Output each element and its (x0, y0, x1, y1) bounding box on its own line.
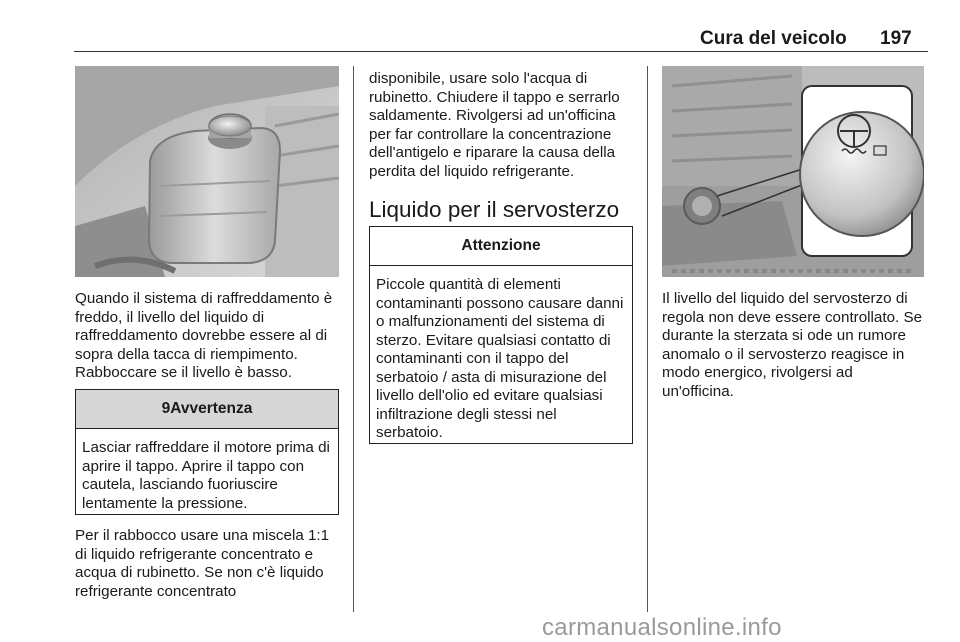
caution-text: Piccole quantità di elementi contaminanti possono causare danni o malfunzionamenti del sistema di sterzo. Evitare qualsiasi contatto di contaminanti con il tappo del serbatoio / asta di misurazione del livello dell'olio ed evitare qualsiasi infiltrazione degli stessi nel serbatoio. (376, 276, 624, 441)
coolant-refill-text (75, 527, 343, 601)
caution-box-header: Attenzione (370, 227, 632, 266)
warning-text: Lasciar raffreddare il motore prima di aprire il tappo. Aprire il tappo con cautela, lasciando fuoriuscire lentamente la pressione. (82, 439, 330, 512)
power-steering-text (662, 290, 928, 401)
watermark: carmanualsonline.info (542, 614, 782, 641)
section-heading-power-steering: Liquido per il servosterzo (369, 197, 620, 222)
coolant-continuation-paragraph: disponibile, usare solo l'acqua di rubinetto. Chiudere il tappo e serrarlo saldamente. Rivolgersi ad un'officina per far controllare la concentrazione dell'antigelo e riparare la causa della perdita del liquido refrigerante. (369, 70, 620, 180)
coolant-continuation-text (369, 70, 633, 181)
power-steering-reservoir-illustration (662, 66, 924, 277)
warning-icon: 9 (161, 400, 171, 417)
page-number: 197 (880, 28, 912, 49)
warning-box (75, 389, 339, 515)
power-steering-paragraph: Il livello del liquido del servosterzo di regola non deve essere controllato. Se durante la sterzata si ode un rumore anomalo o il servosterzo reagisce in modo energico, rivolgersi ad un'officina. (662, 290, 923, 400)
column-divider-2 (647, 66, 648, 612)
coolant-reservoir-illustration (75, 66, 339, 277)
coolant-intro-text (75, 290, 343, 383)
column-divider-1 (353, 66, 354, 612)
warning-title: Avvertenza (170, 400, 253, 417)
page-header-title: Cura del veicolo (700, 28, 847, 49)
header-rule (74, 51, 928, 52)
coolant-reservoir-photo (75, 66, 339, 277)
coolant-refill-paragraph: Per il rabbocco usare una miscela 1:1 di liquido refrigerante concentrato e acqua di rubinetto. Se non c'è liquido refrigerante concentrato (75, 527, 330, 600)
caution-box (369, 226, 633, 444)
coolant-intro-paragraph: Quando il sistema di raffreddamento è freddo, il livello del liquido di raffreddamento dovrebbe essere al di sopra della tacca di riempimento. Rabboccare se il livello è basso. (75, 290, 333, 381)
power-steering-reservoir-photo (662, 66, 924, 277)
warning-box-header (76, 390, 338, 429)
